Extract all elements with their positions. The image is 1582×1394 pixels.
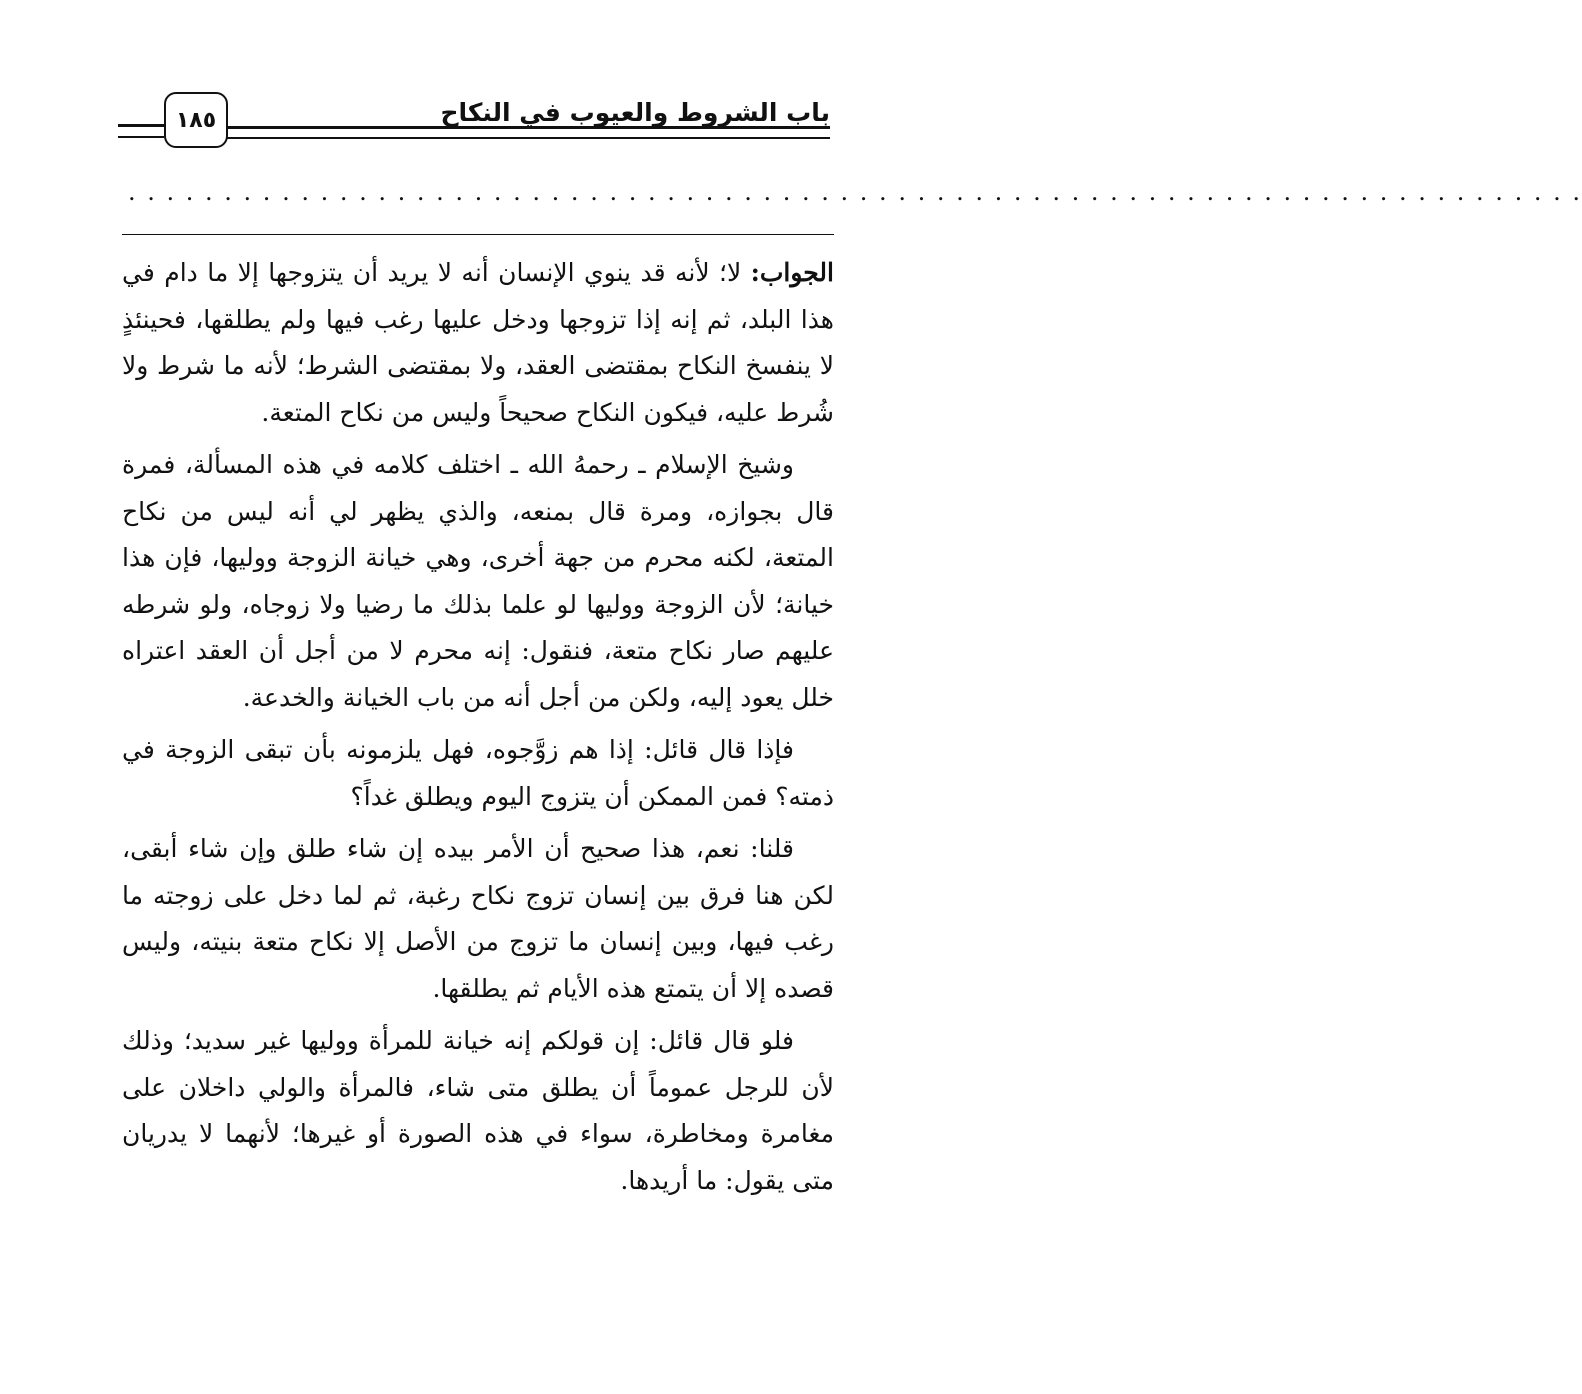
paragraph-second-objection: فلو قال قائل: إن قولكم إنه خيانة للمرأة ووليها غير سديد؛ وذلك لأن للرجل عموماً أن يطلق متى شاء، فالمرأة والولي داخلان على مغامرة ومخاطرة، سواء في هذه الصورة أو غيرها؛ لأنهما لا يدريان متى يقول: ما أريدها.	[122, 1026, 834, 1195]
paragraph-reply: قلنا: نعم، هذا صحيح أن الأمر بيده إن شاء طلق وإن شاء أبقى، لكن هنا فرق بين إنسان تزوج نكاح رغبة، ثم لما دخل على زوجته ما رغب فيها، وبين إنسان ما تزوج من الأصل إلا نكاح متعة بنيته، وليس قصده إلا أن يتمتع هذه الأيام ثم يطلقها.	[122, 834, 834, 1003]
paragraph-answer	[122, 250, 834, 436]
page-number-badge	[164, 92, 228, 148]
answer-text: لا؛ لأنه قد ينوي الإنسان أنه لا يريد أن يتزوجها إلا ما دام في هذا البلد، ثم إنه إذا تزوجها ودخل عليها رغب فيها ولم يطلقها، فحينئذٍ لا ينفسخ النكاح بمقتضى العقد، ولا بمقتضى الشرط؛ لأنه ما شرط ولا شُرط عليه، فيكون النكاح صحيحاً وليس من نكاح المتعة.	[122, 258, 834, 427]
header-rule-left	[118, 124, 164, 138]
dotted-separator: . . . . . . . . . . . . . . . . . . . . . . . . . . . . . . . . . . . . . . . . . . . . . . . . . . . . . . . . . . . . . . . . . . . . . . . . . . . .	[128, 178, 1582, 206]
chapter-title: باب الشروط والعيوب في النكاح	[440, 98, 830, 127]
paragraph-objection: فإذا قال قائل: إذا هم زوَّجوه، فهل يلزمونه بأن تبقى الزوجة في ذمته؟ فمن الممكن أن يتزوج اليوم ويطلق غداً؟	[122, 735, 834, 811]
main-text	[122, 250, 834, 1210]
page-number: ١٨٥	[175, 107, 217, 133]
header-rule-right	[226, 126, 830, 139]
header-divider	[122, 234, 834, 235]
answer-label: الجواب:	[750, 258, 834, 287]
page-header	[118, 92, 830, 158]
paragraph-shaykh: وشيخ الإسلام ـ رحمهُ الله ـ اختلف كلامه في هذه المسألة، فمرة قال بجوازه، ومرة قال بمنعه، والذي يظهر لي أنه ليس من نكاح المتعة، لكنه محرم من جهة أخرى، وهي خيانة الزوجة ووليها، فإن هذا خيانة؛ لأن الزوجة ووليها لو علما بذلك ما رضيا ولا زوجاه، ولو شرطه عليهم صار نكاح متعة، فنقول: إنه محرم لا من أجل أن العقد اعتراه خلل يعود إليه، ولكن من أجل أنه من باب الخيانة والخدعة.	[122, 450, 834, 712]
